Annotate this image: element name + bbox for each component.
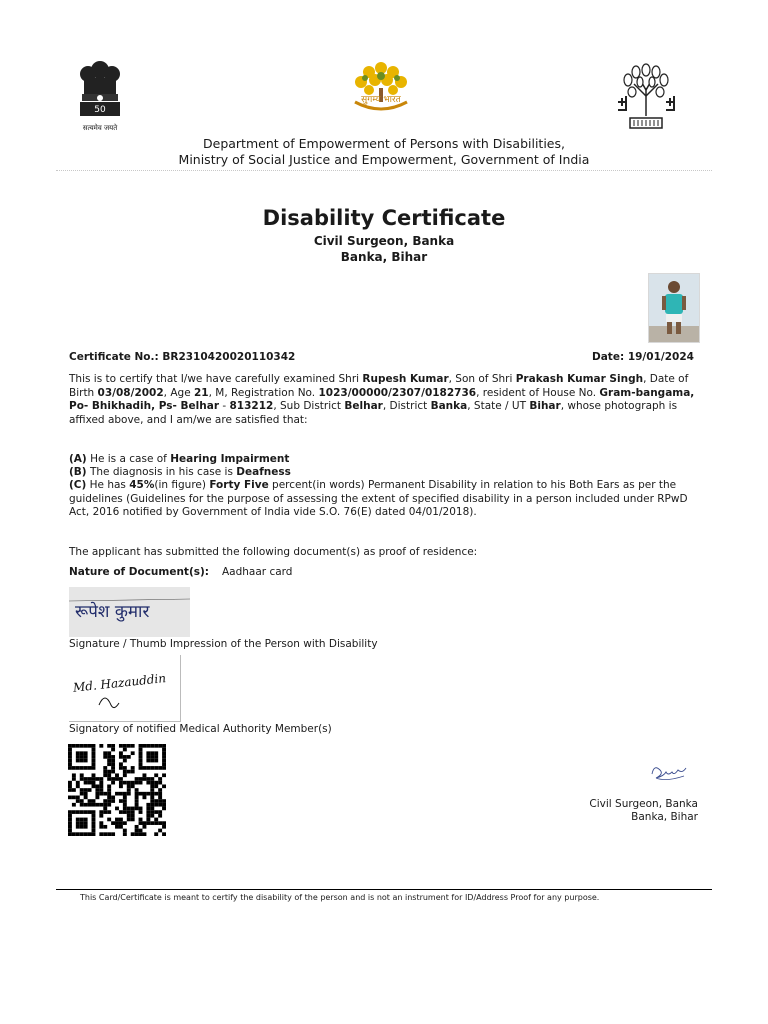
document-value: Aadhaar card [222,566,293,578]
qr-code [68,744,166,836]
department-line: Department of Empowerment of Persons with Disabilities, [203,136,565,151]
finding-c: (C) He has 45%(in figure) Forty Five percent(in words) Permanent Disability in relation to his Both Ears as per the guidelines (Guidelines for the purpose of assessing the extent of specified disability in a person included under RPwD Act, 2016 notified by Government of India vide S.O. 76(E) dated 04/01/2018). [69,479,688,518]
footer-divider [56,889,712,890]
surgeon-line2: Banka, Bihar [631,811,698,823]
disability-type: Hearing Impairment [170,453,290,465]
handwritten-signature-image [69,587,190,637]
sub-district: Belhar [344,400,383,412]
civil-surgeon-signature [648,758,690,784]
diagnosis: Deafness [236,466,291,478]
date-value: 19/01/2024 [627,351,694,363]
certification-paragraph: This is to certify that I/we have carefully examined Shri Rupesh Kumar, Son of Shri Prakash Kumar Singh, Date of Birth 03/08/2002, Age 21, M, Registration No. 1023/00000/2307/0182736, resident of House No. Gram-bangama, Po- Bhikhadih, Ps- Belhar - 813212, Sub District Belhar, District Banka, State / UT Bihar, whose photograph is affixed above, and I am/we are satisfied that: [69,373,695,426]
district: Banka [430,400,468,412]
documents-intro: The applicant has submitted the following document(s) as proof of residence: [69,546,478,558]
date-label: Date: [592,351,625,363]
father-name: Prakash Kumar Singh [515,373,644,385]
age: 21 [194,386,209,399]
surgeon-line1: Civil Surgeon, Banka [589,798,698,810]
bihar-emblem [614,60,678,132]
page-title: Disability Certificate [262,206,506,230]
issuer-line2: Banka, Bihar [340,250,428,264]
tree-hands-icon [345,58,417,120]
emblem-motto: सत्यमेव जयते [82,124,118,132]
svg-text:50: 50 [94,105,106,115]
certificate-no-label: Certificate No.: [69,351,159,363]
header-divider [56,170,712,171]
finding-a: (A) He is a case of Hearing Impairment [69,453,290,465]
accessible-india-logo [345,58,417,120]
applicant-signature [69,587,190,637]
state: Bihar [529,400,561,412]
date-of-birth: 03/08/2002 [97,386,164,399]
bodhi-tree-icon [614,60,678,132]
disability-percent-words: Forty Five [209,479,269,491]
svg-text:रूपेश कुमार: रूपेश कुमार [75,602,150,622]
document-label: Nature of Document(s): [69,566,209,578]
issuer-line1: Civil Surgeon, Banka [313,234,455,248]
svg-text:Md. Hazauddin: Md. Hazauddin [72,671,167,695]
logo-caption: सुगम्य भारत [361,95,401,105]
applicant-signature-caption: Signature / Thumb Impression of the Person with Disability [69,638,378,650]
certificate-no-value: BR2310420020110342 [162,351,296,363]
authority-signature [69,655,181,722]
registration-no: 1023/00000/2307/0182736 [318,386,477,399]
pin-code: 813212 [229,400,274,412]
disability-percent: 45% [129,479,155,491]
certificate-date [592,351,694,365]
applicant-name: Rupesh Kumar [362,373,449,385]
certificate-number [69,351,295,365]
handwritten-signature-image [648,758,690,784]
ministry-line: Ministry of Social Justice and Empowerment, Government of India [178,152,590,167]
national-emblem [70,58,130,134]
handwritten-signature-image [69,655,180,721]
qr-code-icon [68,744,166,836]
finding-b: (B) The diagnosis in his case is Deafness [69,466,291,478]
person-photo-icon [649,274,699,342]
applicant-photo [648,273,700,343]
house-address: Gram-bangama, Po- Bhikhadih, Ps- Belhar [69,386,695,412]
footer-disclaimer: This Card/Certificate is meant to certify the disability of the person and is not an instrument for ID/Address Proof for any purpose. [80,893,600,902]
authority-signature-caption: Signatory of notified Medical Authority Member(s) [69,723,332,735]
lion-capital-icon [70,58,130,120]
